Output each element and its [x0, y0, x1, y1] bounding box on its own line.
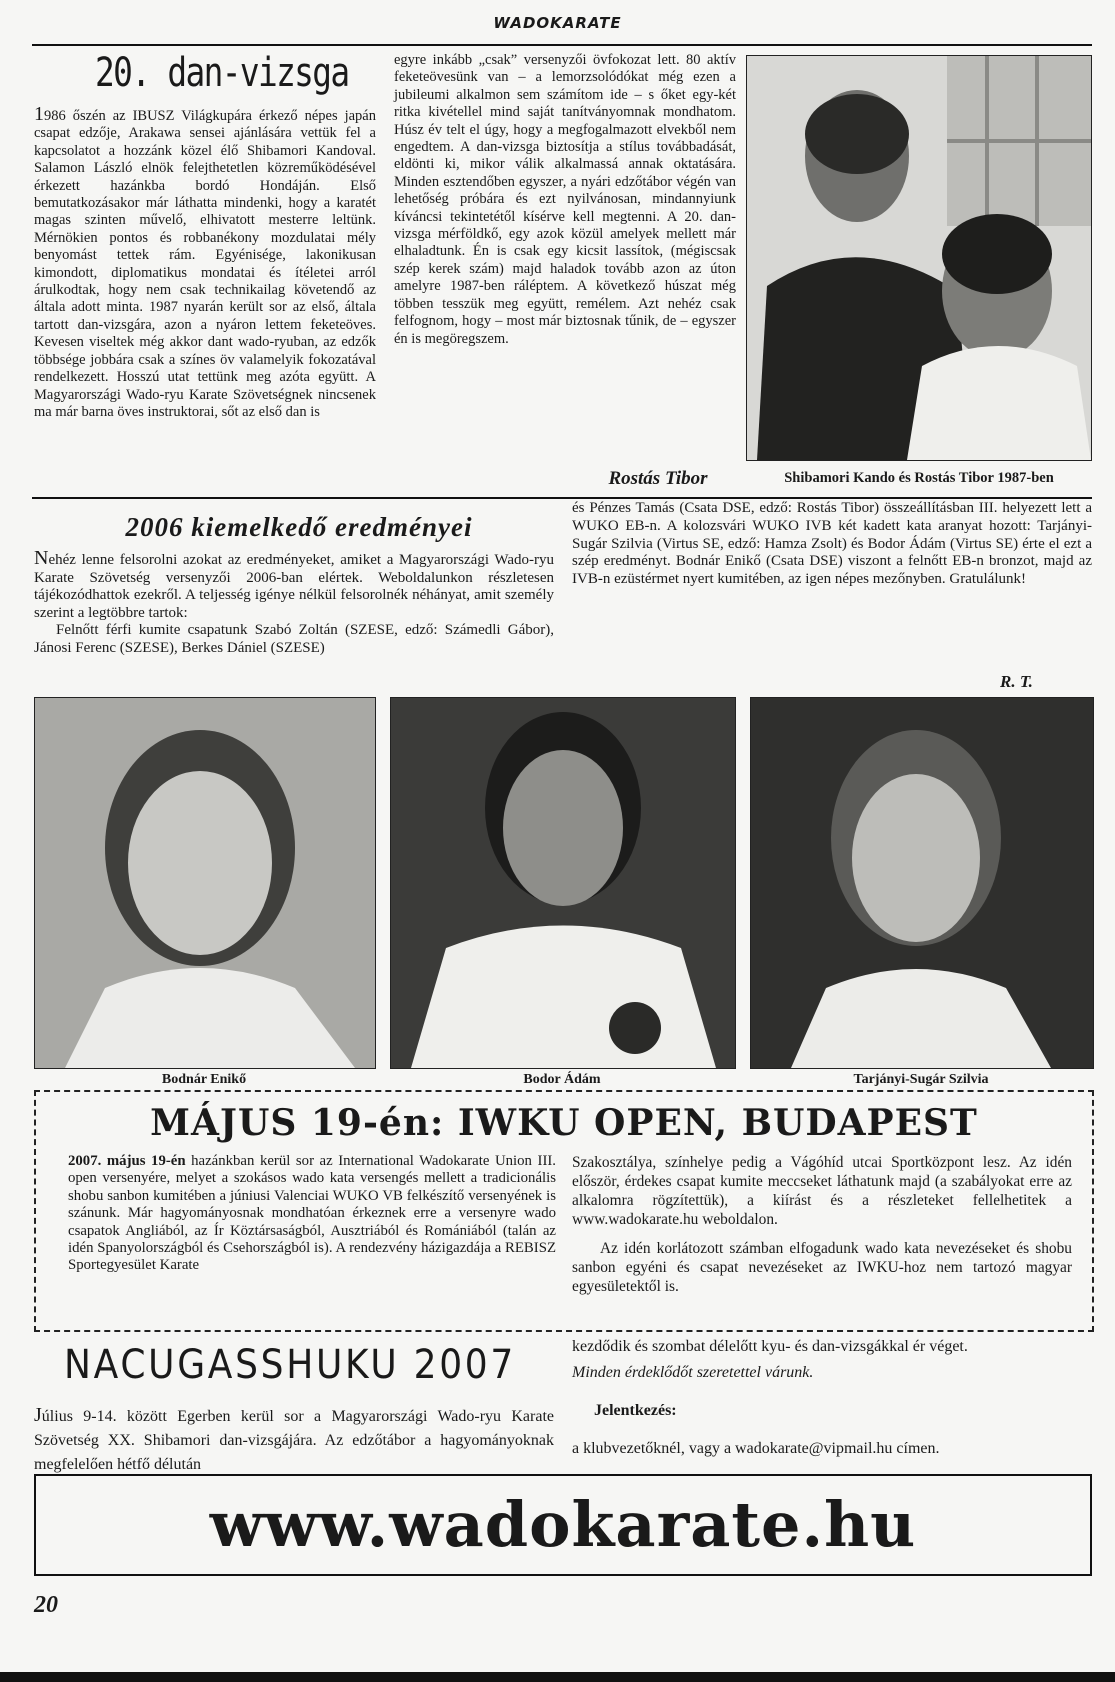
iwku-open-column-1	[68, 1153, 556, 1275]
athlete-photo-3-image	[751, 698, 1093, 1068]
camp-title: NACUGASSHUKU 2007	[64, 1342, 517, 1388]
magazine-header: WADOKARATE	[493, 14, 622, 32]
results-col1-text2: Felnőtt férfi kumite csapatunk Szabó Zoltán (SZESE, edző: Számedli Gábor), Jánosi Ferenc (SZESE), Berkes Dániel (SZESE)	[34, 622, 554, 656]
camp-col2-text: kezdődik és szombat délelőtt kyu- és dan-vizsgákkal ér véget.	[572, 1338, 968, 1355]
historic-photo-caption: Shibamori Kando és Rostás Tibor 1987-ben	[784, 470, 1054, 486]
exam-dropcap: 1	[34, 103, 44, 125]
website-url[interactable]: www.wadokarate.hu	[209, 1488, 917, 1561]
results-title: 2006 kiemelkedő eredményei	[125, 512, 473, 542]
iwku-open-col1-text: hazánkban kerül sor az International Wadokarate Union III. open versenyére, melyet a szokásos wado kata versengés mellett a tradicionális shobu sanbon kumitében a júniusi Valenciai WUKO VB felkészítő versenyének is szánunk. Már hagyományosnak mondhatóan érkeznek erre a versenyre wado csapatok Angliából, az Ír Köztársaságból, Ausztriából és Romániából (talán az idén Spanyolországból és Csehországból is). A rendezvény házigazdája a REBISZ Sportegyesület Karate	[68, 1153, 556, 1274]
camp-dropcap: J	[34, 1404, 42, 1426]
page-number: 20	[34, 1592, 58, 1618]
results-column-1	[34, 547, 554, 657]
athlete-photo-2-image	[391, 698, 735, 1068]
iwku-open-column-2	[572, 1153, 1072, 1296]
camp-col1-text: úlius 9-14. között Egerben kerül sor a Magyarországi Wado-ryu Karate Szövetség XX. Shibamori dan-vizsgájára. Az edzőtábor a hagyományoknak megfelelően hétfő délután	[34, 1408, 554, 1473]
athlete-photo-3	[750, 697, 1094, 1069]
results-dropcap: N	[34, 547, 49, 569]
exam-column-1	[34, 103, 376, 421]
bottom-bar	[0, 1672, 1115, 1682]
camp-column-2	[572, 1334, 1092, 1462]
athlete-caption-3: Tarjányi-Sugár Szilvia	[853, 1072, 989, 1087]
iwku-open-date: 2007. május 19-én	[68, 1153, 186, 1169]
exam-article-title	[95, 50, 375, 98]
iwku-open-col2-text2: Az idén korlátozott számban elfogadunk wado kata nevezéseket és shobu sanbon egyéni és csapat nevezéseket az IWKU-hoz nem tartozó magyar egyesületektől is.	[572, 1240, 1072, 1295]
exam-title: 20. dan-vizsga	[95, 50, 349, 96]
athlete-photo-1	[34, 697, 376, 1069]
camp-invite: Minden érdeklődőt szeretettel várunk.	[572, 1364, 814, 1381]
header-rule	[32, 44, 1092, 46]
athlete-photo-2	[390, 697, 736, 1069]
athlete-caption-2: Bodor Ádám	[523, 1072, 601, 1087]
athlete-photo-1-image	[35, 698, 375, 1068]
results-column-2	[572, 500, 1092, 589]
athlete-caption-1: Bodnár Enikő	[161, 1072, 247, 1087]
iwku-open-col2-text: Szakosztálya, színhelye pedig a Vágóhíd utcai Sportközpont lesz. Az idén először, érdekes csapat kumite meccseket láthatunk majd (a szabályokat erre az alkalomra rögzítettük), a kiírást és a részleteket fellelhetitek a www.wadokarate.hu weboldalon.	[572, 1154, 1072, 1228]
camp-apply-text: a klubvezetőknél, vagy a wadokarate@vipmail.hu címen.	[572, 1440, 940, 1457]
camp-apply-label: Jelentkezés:	[594, 1402, 677, 1419]
historic-photo	[746, 55, 1092, 461]
results-signature: R. T.	[1000, 672, 1033, 691]
exam-col2-text: egyre inkább „csak” versenyzői övfokozat lett. 80 aktív feketeövesünk van – a lemorzsolódókat még ezen a jubileumi alkalmon sem számítom ide – s őket egy-két ritka kivétellel mind saját tanítványomnak mondhatom. Húsz év telt el úgy, hogy a megfogalmazott elvekből nem engedtem. A dan-vizsga biztosítja a stílus továbbadását, eldönti ki, mikor válik alkalmassá annak oktatására. Minden esztendőben egyszer, a nyári edzőtábor végén van lehetőség próbára és ezt nyilvánosan, mindannyiunk kíváncsi tekintetétől kísérve kell megtenni. A 20. dan-vizsga mérföldkő, egy azok közül amelyek mellett már elhaladtunk. Én is csak egy kicsit lassítok, (mégiscsak szép kerek szám) majd haladok tovább azon az úton amelyre 1987-ben ráléptem. A következő húszat még többen tesszük meg együtt, remélem. Azt nehéz csak felfognom, hogy – most már biztosnak tűnik, de – egyszer én is megöregszem.	[394, 52, 736, 347]
camp-column-1	[34, 1403, 554, 1477]
exam-col1-text: 986 őszén az IBUSZ Világkupára érkező népes japán csapat edzője, Arakawa sensei ajánlására vettük fel a kapcsolatot a hozzánk közel élő Shibamori Kandoval. Salamon László elnök felejthetetlen közreműködésével érkezett hazánkba bordó Hondáján. Első bemutatkozásakor már láthatta mindenki, hogy a karatét magas szinten művelő, elhivatott mesterre leltünk. Mérnökien pontos és robbanékony mozdulatai mély benyomást tettek rám. Egyénisége, lakonikusan kimondott, diplomatikus mondatai és ítéletei arról árulkodtak, hogy nem csak technikailag követendő az általa adott minta. 1987 nyarán került sor az első, általa tartott dan-vizsgára, azon a nyáron lettem feketeöves. Kevesen viseltek még akkor dant wado-ryuban, az edzők többsége jobbára csak a színes öv valamelyik fokozatával rendelkezett. Hosszú utat tettünk meg azóta együtt. A Magyarországi Wado-ryu Karate Szövetségnek nincsenek ma már barna öves instruktorai, sőt az első dan is	[34, 108, 376, 420]
exam-signature: Rostás Tibor	[608, 468, 708, 489]
results-col1-text: ehéz lenne felsorolni azokat az eredményeket, amiket a Magyarországi Wado-ryu Karate Szövetség versenyzői 2006-ban elértek. Weboldalunkon részletesen tájékozódhattok ezekről. A teljesség igénye nélkül felsorolnék néhányat, amit személy szerint a legtöbbre tartok:	[34, 552, 554, 621]
results-col2-text: és Pénzes Tamás (Csata DSE, edző: Rostás Tibor) összeállításban III. helyezett lett a WUKO EB-n. A kolozsvári WUKO IVB két kadett kata aranyat hozott: Tarjányi-Sugár Szilvia (Virtus SE, edző: Hamza Zsolt) és Bodor Ádám (Virtus SE) érte el ezt a szép eredményt. Bodnár Enikő (Csata DSE) viszont a felnőtt EB-n bronzot, majd az IVB-n ezüstérmet nyert kumitében, az igen népes mezőnyben. Gratulálunk!	[572, 500, 1092, 588]
exam-column-2	[394, 52, 736, 348]
section-rule-1	[32, 497, 1092, 499]
results-title-wrap	[34, 512, 564, 543]
iwku-open-title: MÁJUS 19-én: IWKU OPEN, BUDAPEST	[150, 1102, 978, 1144]
camp-title-wrap	[64, 1342, 544, 1396]
historic-photo-image	[747, 56, 1091, 460]
